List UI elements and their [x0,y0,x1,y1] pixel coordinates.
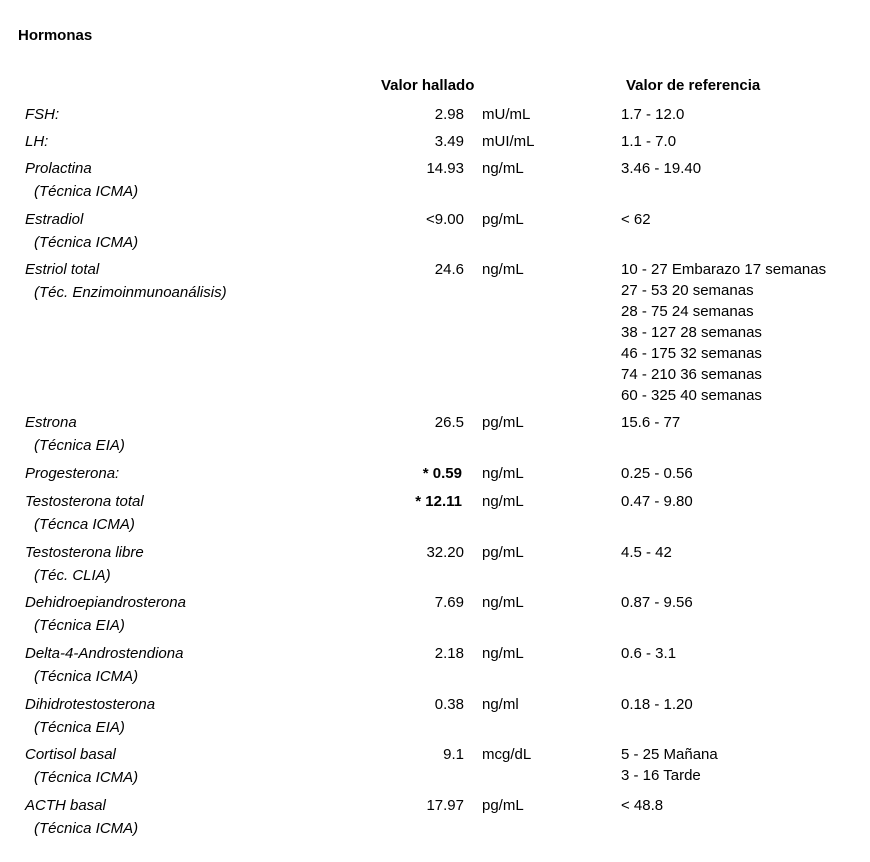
test-method: (Técnica ICMA) [34,820,139,837]
reference-line: 27 - 53 20 semanas [621,282,754,299]
test-name: Progesterona: [25,465,120,482]
result-unit: ng/mL [482,594,524,611]
reference-range [621,542,672,563]
result-unit: ng/mL [482,465,524,482]
result-unit: mcg/dL [482,746,532,763]
reference-range [621,592,693,613]
test-name: FSH: [25,106,60,123]
result-value: 14.93 [426,160,464,177]
test-method: (Técnica ICMA) [34,183,139,200]
result-value: 26.5 [434,414,464,431]
test-method: (Téc. CLIA) [34,567,111,584]
result-value: 0.38 [434,696,464,713]
reference-line: 3 - 16 Tarde [621,767,701,784]
test-method: (Técnca ICMA) [34,516,135,533]
result-value: <9.00 [426,211,464,228]
result-value-flagged: * 0.59 [422,465,462,482]
result-unit: ng/mL [482,160,524,177]
column-header-value: Valor hallado [381,77,475,94]
test-name: Dihidrotestosterona [25,696,156,713]
reference-line: 0.87 - 9.56 [621,594,693,611]
result-value: 2.98 [434,106,464,123]
reference-line: 28 - 75 24 semanas [621,303,754,320]
reference-line: 3.46 - 19.40 [621,160,702,177]
result-unit: pg/mL [482,544,524,561]
test-method: (Técnica ICMA) [34,234,139,251]
test-name: Testosterona libre [25,544,144,561]
result-value: 17.97 [426,797,464,814]
reference-range [621,259,826,406]
test-method: (Técnica ICMA) [34,769,139,786]
reference-line: 0.25 - 0.56 [621,465,693,482]
test-name: Prolactina [25,160,92,177]
reference-line: 1.7 - 12.0 [621,106,685,123]
reference-line: 10 - 27 Embarazo 17 semanas [621,261,827,278]
reference-range [621,694,693,715]
result-unit: pg/mL [482,414,524,431]
result-unit: pg/mL [482,211,524,228]
test-method: (Técnica ICMA) [34,668,139,685]
column-header-reference: Valor de referencia [626,77,761,94]
reference-range [621,744,718,786]
result-value: 3.49 [434,133,464,150]
test-name: LH: [25,133,49,150]
result-value: 9.1 [443,746,464,763]
reference-range [621,131,676,152]
result-unit: ng/ml [482,696,519,713]
reference-line: < 48.8 [621,797,664,814]
reference-line: 5 - 25 Mañana [621,746,718,763]
result-unit: ng/mL [482,261,524,278]
reference-range [621,491,693,512]
reference-range [621,463,693,484]
reference-line: 46 - 175 32 semanas [621,345,762,362]
reference-range [621,795,663,816]
reference-line: 0.6 - 3.1 [621,645,677,662]
reference-range [621,209,651,230]
reference-line: 60 - 325 40 semanas [621,387,762,404]
reference-line: 74 - 210 36 semanas [621,366,762,383]
reference-line: 4.5 - 42 [621,544,672,561]
test-method: (Técnica EIA) [34,437,125,454]
result-unit: ng/mL [482,645,524,662]
result-value: 2.18 [434,645,464,662]
reference-range [621,412,680,433]
result-value-flagged: * 12.11 [415,493,462,510]
result-unit: mUI/mL [482,133,535,150]
result-value: 7.69 [434,594,464,611]
result-unit: pg/mL [482,797,524,814]
result-value: 24.6 [434,261,464,278]
reference-range [621,104,684,125]
test-method: (Técnica EIA) [34,617,125,634]
reference-line: 38 - 127 28 semanas [621,324,762,341]
result-unit: mU/mL [482,106,531,123]
test-name: Cortisol basal [25,746,116,763]
test-name: Estradiol [25,211,84,228]
reference-range [621,643,676,664]
test-name: Delta-4-Androstendiona [25,645,184,662]
reference-line: 15.6 - 77 [621,414,681,431]
result-value: 32.20 [426,544,464,561]
test-method: (Téc. Enzimoinmunoanálisis) [34,284,227,301]
result-unit: ng/mL [482,493,524,510]
test-method: (Técnica EIA) [34,719,125,736]
reference-line: 0.18 - 1.20 [621,696,693,713]
test-name: ACTH basal [25,797,106,814]
test-name: Estriol total [25,261,100,278]
reference-line: 0.47 - 9.80 [621,493,693,510]
section-title: Hormonas [18,27,93,44]
reference-range [621,158,701,179]
reference-line: < 62 [621,211,651,228]
test-name: Testosterona total [25,493,144,510]
test-name: Dehidroepiandrosterona [25,594,186,611]
test-name: Estrona [25,414,77,431]
reference-line: 1.1 - 7.0 [621,133,677,150]
